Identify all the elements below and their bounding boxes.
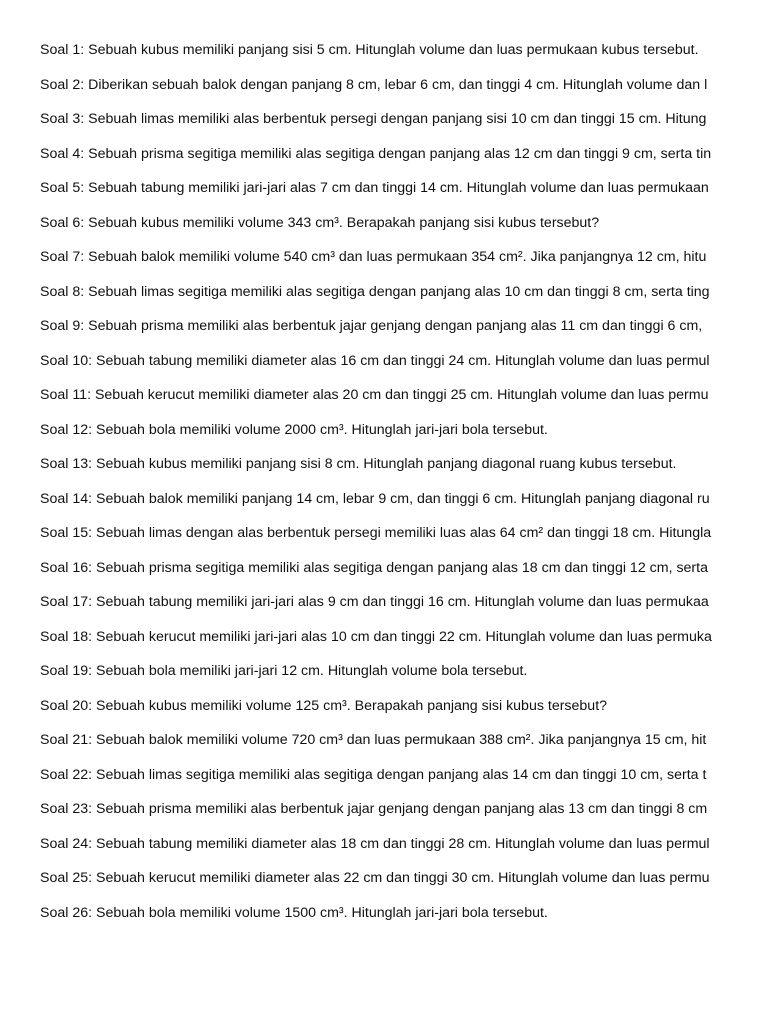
question-20: Soal 20: Sebuah kubus memiliki volume 125 cm³. Berapakah panjang sisi kubus tersebut? (40, 697, 608, 714)
question-23: Soal 23: Sebuah prisma memiliki alas berbentuk jajar genjang dengan panjang alas 13 cm dan tinggi 8 cm (40, 801, 708, 817)
question-7: Soal 7: Sebuah balok memiliki volume 540 cm³ dan luas permukaan 354 cm². Jika panjangnya 12 cm, hitu (40, 249, 707, 265)
question-11: Soal 11: Sebuah kerucut memiliki diameter alas 20 cm dan tinggi 25 cm. Hitunglah volume dan luas permu (40, 387, 709, 403)
question-1: Soal 1: Sebuah kubus memiliki panjang sisi 5 cm. Hitunglah volume dan luas permukaan kubus tersebut. (40, 42, 699, 58)
question-list (40, 40, 768, 937)
question-15: Soal 15: Sebuah limas dengan alas berbentuk persegi memiliki luas alas 64 cm² dan tinggi 18 cm. Hitungla (40, 525, 712, 541)
question-10: Soal 10: Sebuah tabung memiliki diameter alas 16 cm dan tinggi 24 cm. Hitunglah volume dan luas permul (40, 352, 710, 369)
question-17: Soal 17: Sebuah tabung memiliki jari-jari alas 9 cm dan tinggi 16 cm. Hitunglah volume dan luas permukaa (40, 594, 709, 610)
question-21: Soal 21: Sebuah balok memiliki volume 720 cm³ dan luas permukaan 388 cm². Jika panjangnya 15 cm, hit (40, 732, 707, 748)
question-9: Soal 9: Sebuah prisma memiliki alas berbentuk jajar genjang dengan panjang alas 11 cm dan tinggi 6 cm, (40, 318, 703, 334)
question-25: Soal 25: Sebuah kerucut memiliki diameter alas 22 cm dan tinggi 30 cm. Hitunglah volume dan luas permu (40, 870, 710, 886)
question-22: Soal 22: Sebuah limas segitiga memiliki alas segitiga dengan panjang alas 14 cm dan tinggi 10 cm, serta t (40, 766, 707, 783)
question-6: Soal 6: Sebuah kubus memiliki volume 343 cm³. Berapakah panjang sisi kubus tersebut? (40, 214, 600, 231)
question-18: Soal 18: Sebuah kerucut memiliki jari-jari alas 10 cm dan tinggi 22 cm. Hitunglah volume dan luas permuka (40, 628, 712, 645)
question-2: Soal 2: Diberikan sebuah balok dengan panjang 8 cm, lebar 6 cm, dan tinggi 4 cm. Hitunglah volume dan l (40, 76, 708, 93)
question-16: Soal 16: Sebuah prisma segitiga memiliki alas segitiga dengan panjang alas 18 cm dan tinggi 12 cm, serta (40, 559, 708, 576)
question-4: Soal 4: Sebuah prisma segitiga memiliki alas segitiga dengan panjang alas 12 cm dan tinggi 9 cm, serta tin (40, 145, 712, 162)
question-13: Soal 13: Sebuah kubus memiliki panjang sisi 8 cm. Hitunglah panjang diagonal ruang kubus tersebut. (40, 456, 677, 472)
question-8: Soal 8: Sebuah limas segitiga memiliki alas segitiga dengan panjang alas 10 cm dan tinggi 8 cm, serta ting (40, 283, 710, 300)
question-12: Soal 12: Sebuah bola memiliki volume 2000 cm³. Hitunglah jari-jari bola tersebut. (40, 421, 548, 438)
question-3: Soal 3: Sebuah limas memiliki alas berbentuk persegi dengan panjang sisi 10 cm dan tinggi 15 cm. Hitung (40, 111, 707, 127)
question-14: Soal 14: Sebuah balok memiliki panjang 14 cm, lebar 9 cm, dan tinggi 6 cm. Hitunglah panjang diagonal ru (40, 490, 710, 507)
question-5: Soal 5: Sebuah tabung memiliki jari-jari alas 7 cm dan tinggi 14 cm. Hitunglah volume dan luas permukaan (40, 180, 709, 196)
question-26: Soal 26: Sebuah bola memiliki volume 1500 cm³. Hitunglah jari-jari bola tersebut. (40, 904, 548, 921)
question-24: Soal 24: Sebuah tabung memiliki diameter alas 18 cm dan tinggi 28 cm. Hitunglah volume dan luas permul (40, 835, 710, 852)
question-19: Soal 19: Sebuah bola memiliki jari-jari 12 cm. Hitunglah volume bola tersebut. (40, 663, 528, 679)
